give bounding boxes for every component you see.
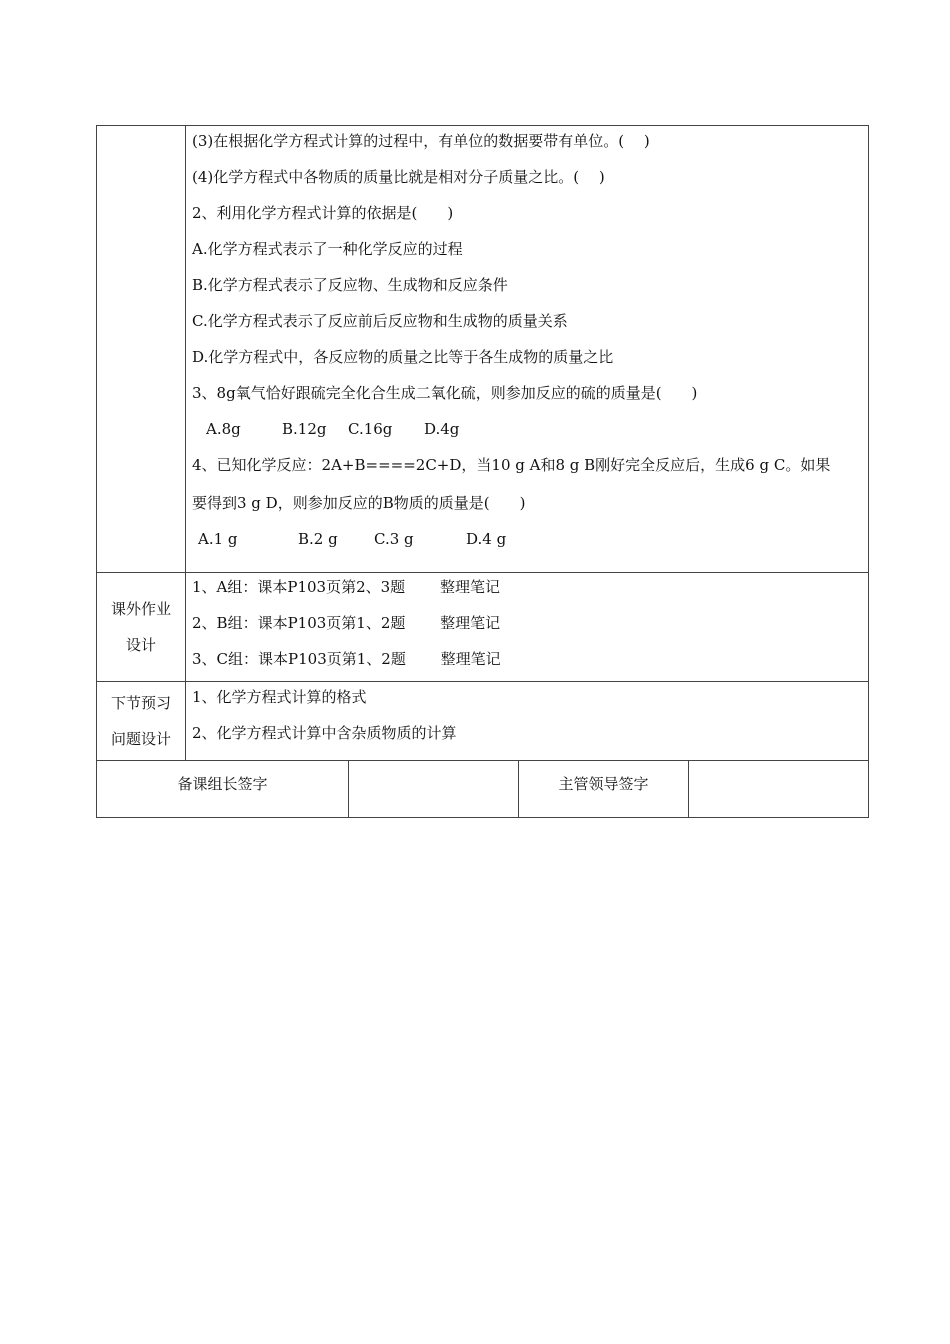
q4-option-c: C.3 g: [374, 530, 414, 548]
preview-item: 1、化学方程式计算的格式: [192, 688, 367, 706]
preview-label-line-2: 问题设计: [110, 730, 171, 748]
signature-row: [97, 761, 869, 818]
q4-option-d: D.4 g: [466, 530, 507, 548]
group-leader-signature-field[interactable]: [349, 761, 519, 818]
q4-option-a: A.1 g: [198, 530, 238, 548]
preview-item: 2、化学方程式计算中含杂质物质的计算: [192, 724, 457, 742]
homework-item: 1、A组：课本P103页第2、3题 整理笔记: [192, 578, 500, 596]
preview-row: [97, 682, 869, 761]
review-label-cell: [97, 126, 186, 573]
homework-content-cell: [186, 573, 869, 682]
q3-options: [192, 416, 868, 452]
supervisor-signature-label: 主管领导签字: [558, 775, 649, 793]
q4-options: [192, 526, 868, 562]
q4-option-b: B.2 g: [298, 530, 338, 548]
review-line: 2、利用化学方程式计算的依据是( ): [192, 204, 454, 222]
review-line: C.化学方程式表示了反应前后反应物和生成物的质量关系: [192, 312, 568, 330]
preview-label-line-1: 下节预习: [110, 694, 171, 712]
q4-line-1: 4、已知化学反应：2A+B====2C+D，当10 g A和8 g B刚好完全反应后，生成6 g C。如果: [192, 456, 831, 474]
review-line: (3)在根据化学方程式计算的过程中，有单位的数据要带有单位。( ): [192, 132, 650, 150]
supervisor-signature-label-cell: [519, 761, 689, 818]
q3-option-b: B.12g: [282, 420, 327, 438]
review-line: (4)化学方程式中各物质的质量比就是相对分子质量之比。( ): [192, 168, 605, 186]
homework-label-line-2: 设计: [125, 636, 156, 654]
homework-label-line-1: 课外作业: [110, 600, 171, 618]
group-leader-signature-label: 备课组长签字: [177, 775, 268, 793]
review-line: 3、8g氧气恰好跟硫完全化合生成二氧化硫，则参加反应的硫的质量是( ): [192, 384, 698, 402]
homework-row: [97, 573, 869, 682]
homework-item: 2、B组：课本P103页第1、2题 整理笔记: [192, 614, 501, 632]
group-leader-signature-label-cell: [97, 761, 349, 818]
homework-item: 3、C组：课本P103页第1、2题 整理笔记: [192, 650, 501, 668]
q4-line-2: 要得到3 g D，则参加反应的B物质的质量是( ): [192, 494, 526, 512]
review-line: A.化学方程式表示了一种化学反应的过程: [192, 240, 463, 258]
preview-label-cell: [97, 682, 186, 761]
lesson-plan-table: [96, 125, 869, 818]
review-line: D.化学方程式中，各反应物的质量之比等于各生成物的质量之比: [192, 348, 614, 366]
q3-option-d: D.4g: [424, 420, 460, 438]
homework-label-cell: [97, 573, 186, 682]
supervisor-signature-field[interactable]: [689, 761, 869, 818]
review-row: [97, 126, 869, 573]
q3-option-a: A.8g: [206, 420, 241, 438]
preview-content-cell: [186, 682, 869, 761]
q3-option-c: C.16g: [348, 420, 393, 438]
review-line: B.化学方程式表示了反应物、生成物和反应条件: [192, 276, 508, 294]
review-content-cell: [186, 126, 869, 573]
